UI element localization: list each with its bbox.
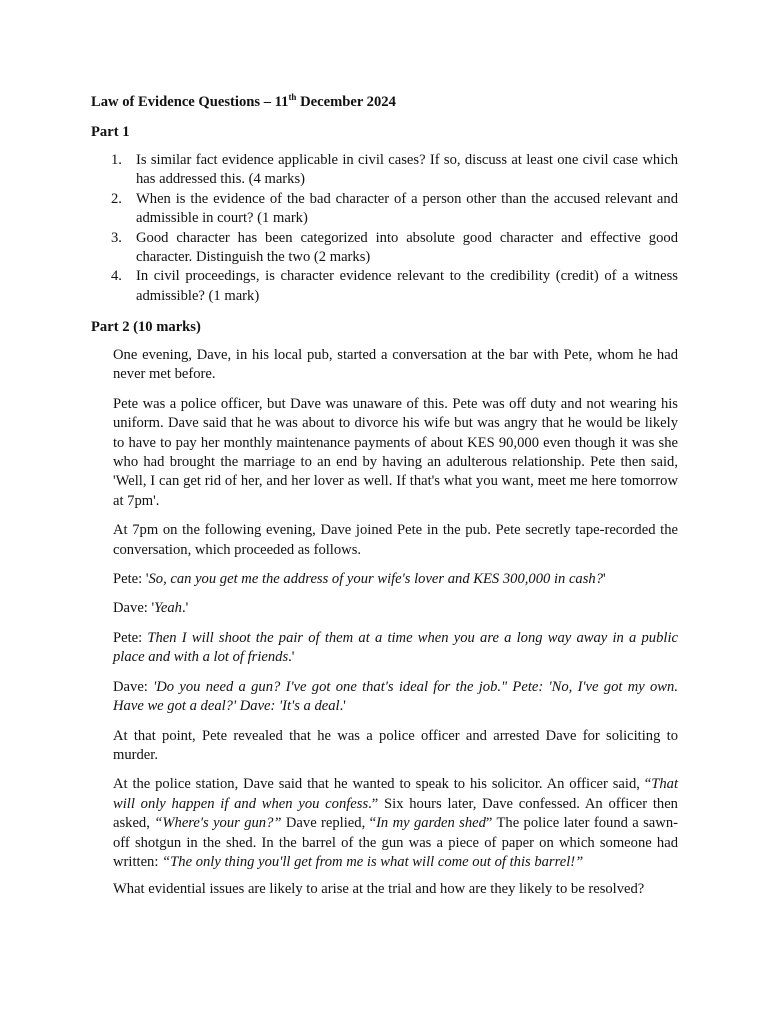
dialogue-end: .' [181,600,189,617]
dialogue-quote: So, can you get me the address of your wife's lover and KES 300,000 in cash? [148,571,603,588]
quoted-text: In my garden shed [376,815,486,832]
question-number: 4. [111,268,122,285]
scenario-paragraph [113,775,678,872]
dialogue-speaker: Pete: [113,629,148,646]
part1-heading: Part 1 [91,124,130,140]
text-run: Dave replied, “ [281,815,377,832]
question-text: Is similar fact evidence applicable in civil cases? If so, discuss at least one civil case which has addressed this. (4 marks) [136,152,678,188]
scenario-paragraph: One evening, Dave, in his local pub, started a conversation at the bar with Pete, whom he had never met before. [113,347,678,383]
question-item [111,151,678,190]
part2-heading: Part 2 (10 marks) [91,319,201,335]
question-number: 2. [111,190,122,207]
title-main: Law of Evidence Questions – 11 [91,94,289,110]
quoted-text: That will only happen if and when you confess [113,776,678,812]
dialogue-end: ' [603,571,606,588]
question-text: When is the evidence of the bad character of a person other than the accused relevant and admissible in court? (1 mark) [136,190,678,227]
part2-body [113,346,678,900]
scenario-paragraph: At that point, Pete revealed that he was a police officer and arrested Dave for soliciting to murder. [113,727,678,763]
question-number: 1. [111,152,122,168]
part1-question-list [111,151,678,306]
dialogue-line [113,570,678,589]
question-paragraph: What evidential issues are likely to arise at the trial and how are they likely to be resolved? [113,881,645,898]
text-run: ” The police later found a sawn-off shotgun in the shed. In the barrel of the gun was a piece of paper on which someone had written: [113,815,678,870]
scenario-paragraph: Pete was a police officer, but Dave was unaware of this. Pete was off duty and not wearing his uniform. Dave said that he was about to divorce his wife but was angry that he would be likely to have to pay her monthly maintenance payments of about KES 90,000 even though it was she who had brought the marriage to an end by having an adulterous relationship. Pete then said, 'Well, I can get rid of her, and her lover as well. If that's what you want, meet me here tomorrow at 7pm'. [113,395,678,509]
dialogue-end: .' [339,698,346,715]
dialogue-line [113,678,678,717]
document-title [91,93,396,112]
text-run: At the police station, Dave said that he wanted to speak to his solicitor. An officer said, “ [113,776,652,793]
title-tail: December 2024 [296,94,396,110]
question-item [111,190,678,229]
text-run: .” Six hours later, Dave confessed. An officer then asked, [113,795,678,832]
dialogue-quote: Yeah [154,600,182,617]
dialogue-speaker: Dave: [113,678,154,695]
question-text: In civil proceedings, is character evidence relevant to the credibility (credit) of a witness admissible? (1 mark) [136,268,678,304]
scenario-paragraph: At 7pm on the following evening, Dave joined Pete in the pub. Pete secretly tape-recorded the conversation, which proceeded as follows. [113,522,678,558]
dialogue-quote: Then I will shoot the pair of them at a time when you are a long way away in a public place and with a lot of friends [113,629,678,666]
dialogue-speaker: Dave: ' [113,600,155,617]
question-number: 3. [111,229,122,246]
dialogue-quote: 'Do you need a gun? I've got one that's ideal for the job." Pete: 'No, I've got my own. Have we got a deal?' Dave: 'It's a deal [113,678,678,715]
question-text: Good character has been categorized into absolute good character and effective good character. Distinguish the two (2 marks) [136,229,678,266]
dialogue-line [113,629,678,668]
question-item [111,229,678,268]
dialogue-speaker: Pete: ' [113,571,149,588]
quoted-text: “Where's your gun?” [154,815,282,832]
dialogue-line [113,599,678,618]
dialogue-end: .' [288,649,295,666]
title-superscript: th [288,92,297,103]
question-item [111,267,678,306]
quoted-text: “The only thing you'll get from me is what will come out of this barrel!” [162,853,584,870]
